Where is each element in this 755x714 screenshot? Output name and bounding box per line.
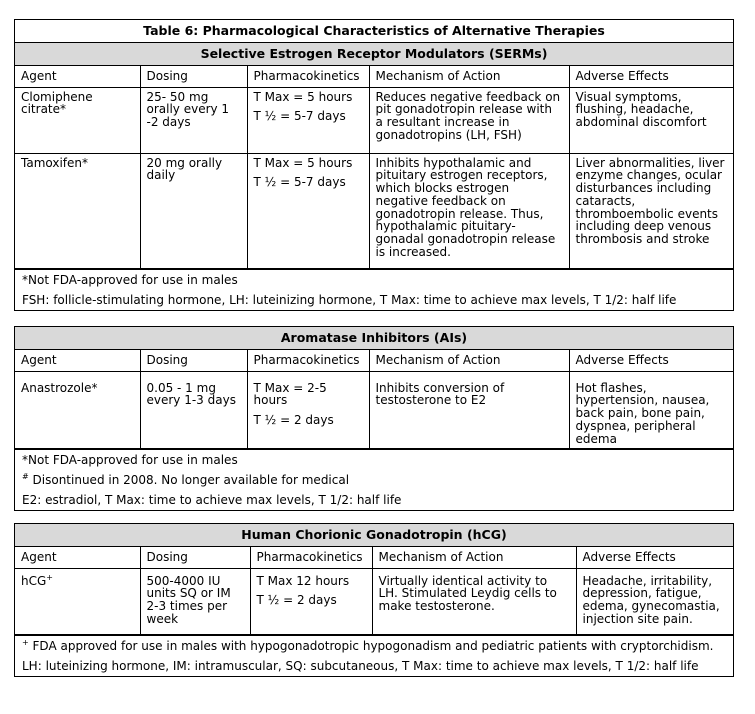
pharmacokinetics-cell — [247, 87, 369, 153]
header-dosing: Dosing — [140, 66, 247, 87]
ais-section-title: Aromatase Inhibitors (AIs) — [15, 327, 733, 350]
agent-cell: Anastrozole* — [15, 371, 140, 449]
adverse-effects-cell: Headache, irritability, depression, fatigue, edema, gynecomastia, injection site pain. — [576, 568, 733, 634]
tmax-value: T Max = 5 hours — [253, 155, 353, 170]
half-life-value: T ½ = 5-7 days — [253, 175, 346, 190]
half-life-value: T ½ = 5-7 days — [253, 109, 346, 124]
table-row — [15, 371, 733, 449]
table-row — [15, 87, 733, 153]
header-pharmacokinetics: Pharmacokinetics — [250, 547, 372, 568]
agent-cell: Clomiphene citrate* — [15, 87, 140, 153]
adverse-effects-cell: Liver abnormalities, liver enzyme changes, ocular disturbances including cataracts, thromboembolic events including deep venous thrombosis and stroke — [569, 153, 733, 268]
footnote-mark: # — [22, 472, 29, 482]
header-dosing: Dosing — [140, 350, 247, 371]
header-adverse-effects: Adverse Effects — [569, 350, 733, 371]
header-pharmacokinetics: Pharmacokinetics — [247, 66, 369, 87]
ais-grid — [15, 350, 733, 449]
abbreviations-note: E2: estradiol, T Max: time to achieve max levels, T 1/2: half life — [22, 493, 402, 508]
mechanism-cell: Inhibits hypothalamic and pituitary estrogen receptors, which blocks estrogen negative feedback on gonadotropin release. Thus, hypothalamic pituitary-gonadal gonadotropin release is increased. — [369, 153, 569, 268]
discontinued-note: # Disontinued in 2008. No longer available for medical — [22, 472, 350, 488]
hcg-footnotes — [15, 635, 733, 676]
serms-table — [14, 19, 734, 311]
header-agent: Agent — [15, 547, 140, 568]
header-row — [15, 66, 733, 87]
pharmacokinetics-cell — [250, 568, 372, 634]
fda-approval-note: + FDA approved for use in males with hypogonadotropic hypogonadism and pediatric patients with cryptorchidism. — [22, 637, 714, 653]
pharmacokinetics-cell — [247, 371, 369, 449]
hcg-grid — [15, 547, 733, 635]
footnote-mark: + — [22, 637, 29, 647]
header-agent: Agent — [15, 350, 140, 371]
table-row — [15, 568, 733, 634]
header-mechanism: Mechanism of Action — [372, 547, 576, 568]
header-mechanism: Mechanism of Action — [369, 350, 569, 371]
adverse-effects-cell: Visual symptoms, flushing, headache, abdominal discomfort — [569, 87, 733, 153]
mechanism-cell: Reduces negative feedback on pit gonadotropin release with a resultant increase in gonadotropins (LH, FSH) — [369, 87, 569, 153]
agent-cell: Tamoxifen* — [15, 153, 140, 268]
table-row — [15, 153, 733, 268]
tmax-value: T Max = 2-5 hours — [253, 380, 327, 408]
mechanism-cell: Virtually identical activity to LH. Stimulated Leydig cells to make testosterone. — [372, 568, 576, 634]
half-life-value: T ½ = 2 days — [256, 593, 337, 608]
serms-grid — [15, 66, 733, 269]
ais-table — [14, 326, 734, 511]
serms-section-title: Selective Estrogen Receptor Modulators (SERMs) — [15, 43, 733, 66]
pharmacokinetics-cell — [247, 153, 369, 268]
header-adverse-effects: Adverse Effects — [576, 547, 733, 568]
header-mechanism: Mechanism of Action — [369, 66, 569, 87]
hcg-section-title: Human Chorionic Gonadotropin (hCG) — [15, 524, 733, 547]
header-agent: Agent — [15, 66, 140, 87]
ais-footnotes — [15, 449, 733, 510]
tmax-value: T Max 12 hours — [256, 573, 350, 588]
header-adverse-effects: Adverse Effects — [569, 66, 733, 87]
dosing-cell: 20 mg orally daily — [140, 153, 247, 268]
dosing-cell: 25- 50 mg orally every 1 -2 days — [140, 87, 247, 153]
dosing-cell: 500-4000 IU units SQ or IM 2-3 times per week — [140, 568, 250, 634]
serms-footnotes — [15, 269, 733, 310]
adverse-effects-cell: Hot flashes, hypertension, nausea, back pain, bone pain, dyspnea, peripheral edema — [569, 371, 733, 449]
abbreviations-note: FSH: follicle-stimulating hormone, LH: luteinizing hormone, T Max: time to achieve max levels, T 1/2: half life — [22, 292, 677, 307]
table-title: Table 6: Pharmacological Characteristics of Alternative Therapies — [15, 20, 733, 43]
footnote-mark: + — [46, 572, 53, 582]
footnote: *Not FDA-approved for use in males — [22, 272, 238, 287]
agent-cell: hCG+ — [15, 568, 140, 634]
header-pharmacokinetics: Pharmacokinetics — [247, 350, 369, 371]
mechanism-cell: Inhibits conversion of testosterone to E2 — [369, 371, 569, 449]
half-life-value: T ½ = 2 days — [253, 413, 334, 428]
header-row — [15, 350, 733, 371]
hcg-table — [14, 523, 734, 677]
tmax-value: T Max = 5 hours — [253, 89, 353, 104]
dosing-cell: 0.05 - 1 mg every 1-3 days — [140, 371, 247, 449]
header-dosing: Dosing — [140, 547, 250, 568]
footnote: *Not FDA-approved for use in males — [22, 453, 238, 468]
header-row — [15, 547, 733, 568]
abbreviations-note: LH: luteinizing hormone, IM: intramuscular, SQ: subcutaneous, T Max: time to achieve max levels, T 1/2: half life — [22, 658, 699, 673]
